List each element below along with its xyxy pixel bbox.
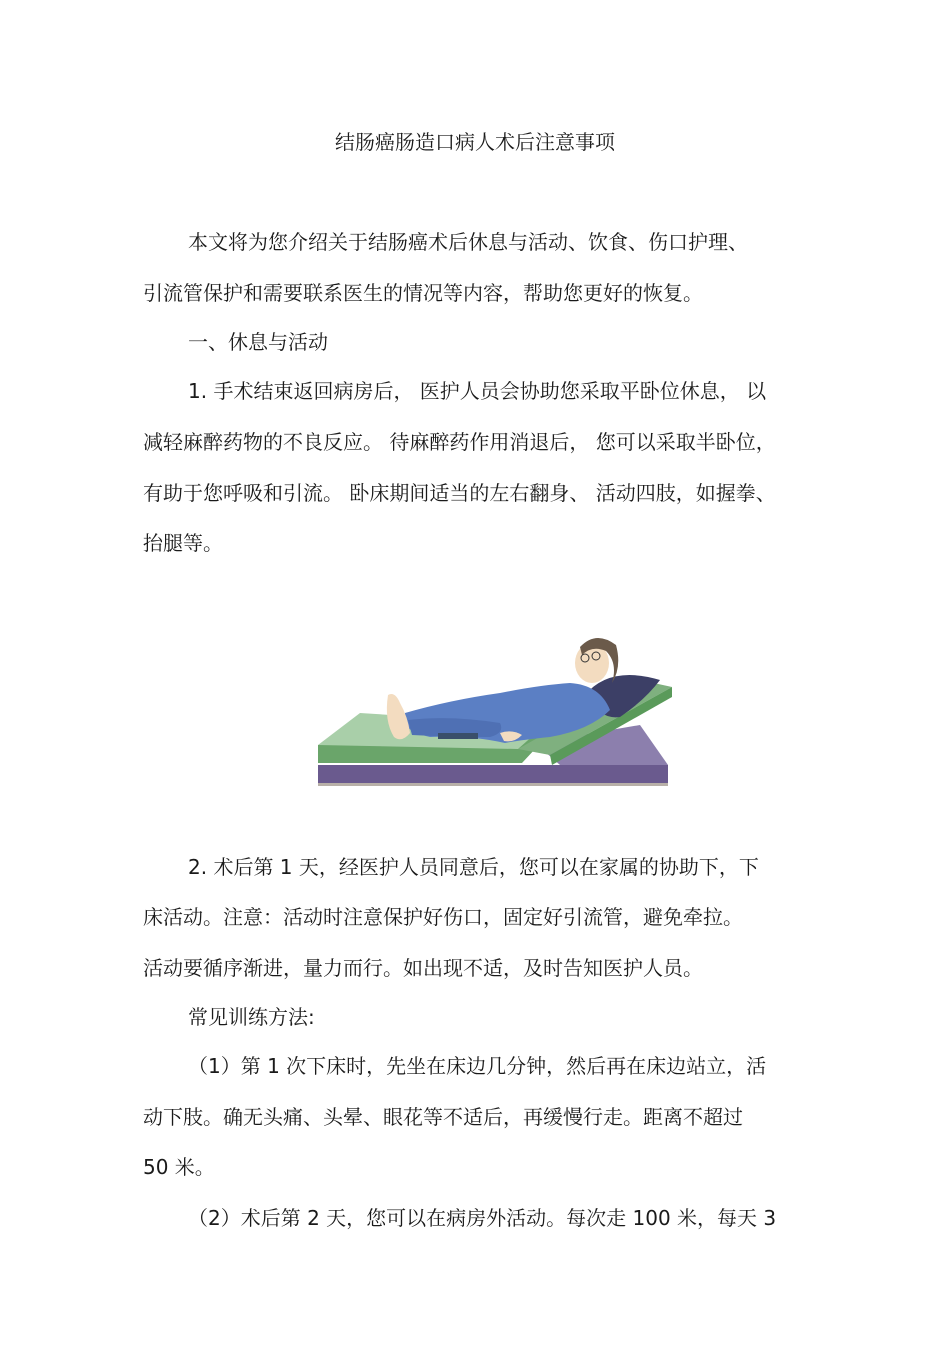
subheading: 常见训练方法: [188, 1005, 315, 1029]
paragraph-line: 50 米。 [143, 1155, 215, 1179]
drain-bag [438, 733, 478, 739]
paragraph-line: 动下肢。确无头痛、头晕、眼花等不适后，再缓慢行走。距离不超过 [143, 1105, 743, 1129]
intro-line-2: 引流管保护和需要联系医生的情况等内容，帮助您更好的恢复。 [143, 281, 703, 305]
paragraph-line: 床活动。注意：活动时注意保护好伤口，固定好引流管，避免牵拉。 [143, 905, 743, 929]
paragraph-line: 1. 手术结束返回病房后， 医护人员会协助您采取平卧位休息， 以 [188, 379, 767, 403]
paragraph-line: 减轻麻醉药物的不良反应。 待麻醉药作用消退后， 您可以采取半卧位， [143, 430, 776, 454]
intro-line-1: 本文将为您介绍关于结肠癌术后休息与活动、饮食、伤口护理、 [188, 230, 748, 254]
mattress-base [318, 765, 668, 783]
paragraph-line: 有助于您呼吸和引流。 卧床期间适当的左右翻身、 活动四肢，如握拳、 [143, 481, 776, 505]
paragraph-line: （2）术后第 2 天，您可以在病房外活动。每次走 100 米，每天 3 [188, 1206, 777, 1230]
patient-semi-reclining-bed-illustration [300, 625, 680, 795]
section-heading: 一、休息与活动 [188, 330, 328, 354]
mattress-shadow [318, 783, 668, 786]
paragraph-line: 抬腿等。 [143, 531, 223, 555]
document-title: 结肠癌肠造口病人术后注意事项 [335, 130, 615, 154]
paragraph-line: （1）第 1 次下床时，先坐在床边几分钟，然后再在床边站立，活 [188, 1054, 767, 1078]
paragraph-line: 2. 术后第 1 天，经医护人员同意后，您可以在家属的协助下，下 [188, 855, 759, 879]
patient-bed-illustration [300, 625, 680, 795]
paragraph-line: 活动要循序渐进，量力而行。如出现不适，及时告知医护人员。 [143, 956, 703, 980]
